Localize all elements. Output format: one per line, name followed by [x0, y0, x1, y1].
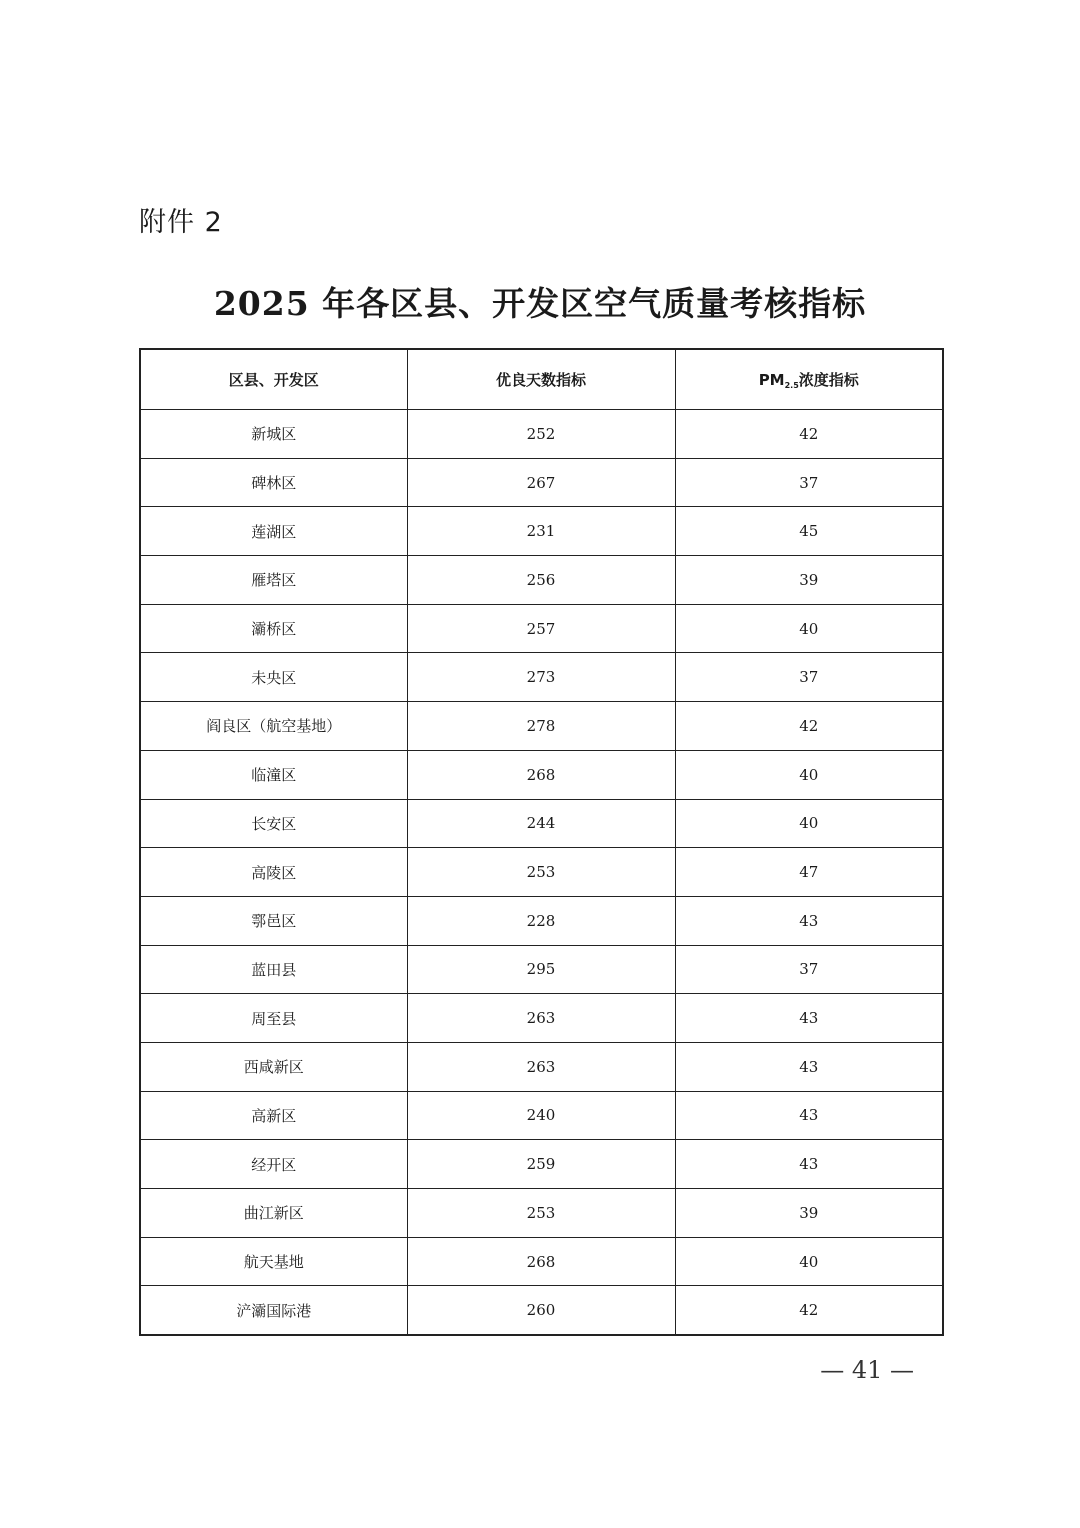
indicator-table: [139, 348, 944, 1336]
header-district: 区县、开发区: [140, 349, 407, 410]
header-good-days: 优良天数指标: [407, 349, 675, 410]
cell-good-days: 228: [407, 896, 675, 945]
cell-good-days: 263: [407, 994, 675, 1043]
cell-district: 高陵区: [140, 848, 407, 897]
cell-pm25: 37: [675, 458, 943, 507]
cell-district: 蓝田县: [140, 945, 407, 994]
cell-district: 浐灞国际港: [140, 1286, 407, 1335]
table-row: [140, 1042, 943, 1091]
document-title: 2025 年各区县、开发区空气质量考核指标: [213, 284, 867, 323]
table-body: [140, 410, 943, 1336]
cell-pm25: 43: [675, 1091, 943, 1140]
cell-pm25: 39: [675, 1189, 943, 1238]
table-row: [140, 1189, 943, 1238]
cell-pm25: 42: [675, 1286, 943, 1335]
cell-pm25: 42: [675, 702, 943, 751]
header-pm-prefix: PM: [758, 371, 785, 389]
table-row: [140, 1091, 943, 1140]
cell-good-days: 256: [407, 556, 675, 605]
cell-good-days: 240: [407, 1091, 675, 1140]
header-pm-suffix: 浓度指标: [798, 371, 859, 389]
table-row: [140, 945, 943, 994]
table-row: [140, 653, 943, 702]
table-row: [140, 848, 943, 897]
header-pm25: [675, 349, 943, 410]
cell-pm25: 37: [675, 945, 943, 994]
cell-good-days: 295: [407, 945, 675, 994]
cell-district: 碑林区: [140, 458, 407, 507]
table-header-row: [140, 349, 943, 410]
table-row: [140, 507, 943, 556]
cell-pm25: 40: [675, 750, 943, 799]
cell-pm25: 43: [675, 1042, 943, 1091]
table-row: [140, 702, 943, 751]
cell-district: 莲湖区: [140, 507, 407, 556]
table-row: [140, 994, 943, 1043]
cell-pm25: 45: [675, 507, 943, 556]
cell-good-days: 263: [407, 1042, 675, 1091]
cell-good-days: 259: [407, 1140, 675, 1189]
cell-good-days: 253: [407, 848, 675, 897]
attachment-label: 附件 2: [139, 207, 223, 238]
table-row: [140, 750, 943, 799]
cell-district: 曲江新区: [140, 1189, 407, 1238]
cell-good-days: 231: [407, 507, 675, 556]
cell-good-days: 268: [407, 1237, 675, 1286]
cell-good-days: 260: [407, 1286, 675, 1335]
table-row: [140, 1237, 943, 1286]
page-number: — 41 —: [820, 1356, 914, 1384]
cell-pm25: 40: [675, 1237, 943, 1286]
table-row: [140, 799, 943, 848]
cell-district: 阎良区（航空基地）: [140, 702, 407, 751]
cell-district: 高新区: [140, 1091, 407, 1140]
table-row: [140, 556, 943, 605]
cell-good-days: 267: [407, 458, 675, 507]
table-row: [140, 1140, 943, 1189]
cell-district: 临潼区: [140, 750, 407, 799]
table-row: [140, 410, 943, 459]
cell-good-days: 253: [407, 1189, 675, 1238]
cell-district: 新城区: [140, 410, 407, 459]
cell-pm25: 42: [675, 410, 943, 459]
cell-good-days: 244: [407, 799, 675, 848]
cell-district: 航天基地: [140, 1237, 407, 1286]
cell-district: 雁塔区: [140, 556, 407, 605]
cell-district: 经开区: [140, 1140, 407, 1189]
cell-pm25: 43: [675, 896, 943, 945]
cell-district: 西咸新区: [140, 1042, 407, 1091]
header-pm-subscript: 2.5: [784, 381, 799, 390]
cell-district: 长安区: [140, 799, 407, 848]
table-row: [140, 458, 943, 507]
cell-good-days: 257: [407, 604, 675, 653]
cell-pm25: 47: [675, 848, 943, 897]
cell-pm25: 37: [675, 653, 943, 702]
cell-district: 鄠邑区: [140, 896, 407, 945]
table-row: [140, 1286, 943, 1335]
table-row: [140, 896, 943, 945]
cell-good-days: 273: [407, 653, 675, 702]
cell-pm25: 40: [675, 604, 943, 653]
cell-district: 未央区: [140, 653, 407, 702]
table-row: [140, 604, 943, 653]
cell-district: 周至县: [140, 994, 407, 1043]
cell-pm25: 43: [675, 1140, 943, 1189]
cell-pm25: 39: [675, 556, 943, 605]
cell-good-days: 252: [407, 410, 675, 459]
cell-good-days: 268: [407, 750, 675, 799]
cell-good-days: 278: [407, 702, 675, 751]
cell-pm25: 40: [675, 799, 943, 848]
cell-district: 灞桥区: [140, 604, 407, 653]
cell-pm25: 43: [675, 994, 943, 1043]
